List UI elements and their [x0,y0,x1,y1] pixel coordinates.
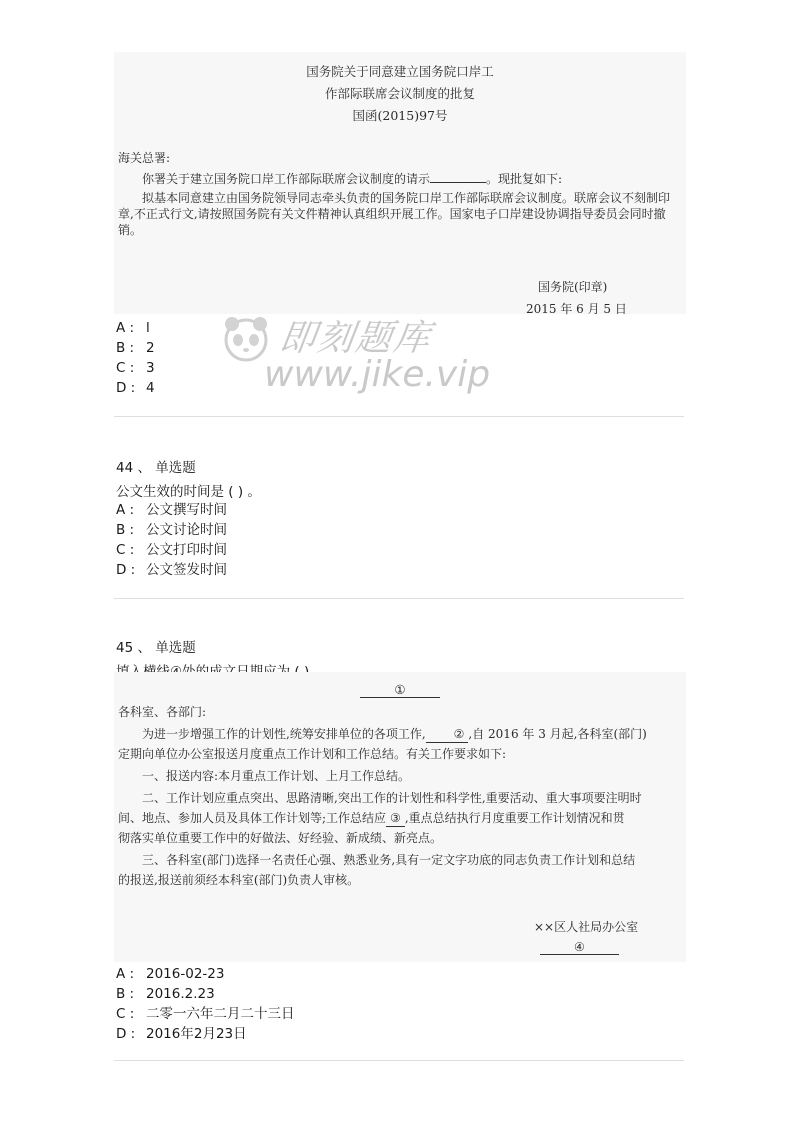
mark-1: ① [360,682,439,698]
q45-option-b[interactable] [116,984,215,1004]
q43-option-b[interactable] [116,338,155,358]
q45-option-a[interactable] [116,964,224,984]
watermark-brand: 即刻题库 [276,318,435,359]
doc-title-line1: 国务院关于同意建立国务院口岸工 [306,64,494,79]
option-key: C : [116,542,135,558]
doc2-para1 [118,726,680,743]
q45-option-d[interactable] [116,1024,247,1044]
doc2-item2-line3: 彻落实单位重要工作中的好做法、好经验、新成绩、新亮点。 [118,831,443,845]
divider [114,1060,684,1061]
q43-option-d[interactable] [116,378,155,398]
option-key: A : [116,966,135,982]
option-key: C : [116,1006,135,1022]
option-key: B : [116,522,135,538]
document-image-approval [114,52,686,314]
option-text: 4 [146,380,155,396]
option-text: 2016-02-23 [146,966,225,982]
mark-2: ② [426,726,469,743]
divider [114,598,684,599]
doc2-signature: ××区人社局办公室 [534,920,639,934]
doc-body-line1 [118,170,680,187]
option-text: 二零一六年二月二十三日 [146,1006,295,1022]
option-key: D : [116,1026,136,1042]
option-key: A : [116,502,135,518]
doc-number: 国函(2015)97号 [352,108,448,123]
q45-option-c[interactable] [116,1004,295,1024]
doc2-salutation: 各科室、各部门: [118,705,207,719]
option-text: 公文撰写时间 [146,502,227,518]
panda-logo-icon [218,312,274,364]
option-key: D : [116,562,136,578]
doc2-item2-end: ,重点总结执行月度重要工作计划情况和贯 [404,811,625,825]
q44-option-c[interactable] [116,540,227,560]
document-image-notice [114,672,686,962]
doc-salutation: 海关总署: [118,151,171,165]
q43-option-c[interactable] [116,358,155,378]
doc-title-line2: 作部际联席会议制度的批复 [324,86,475,101]
q44-option-b[interactable] [116,520,227,540]
doc-signature: 国务院(印章) [538,280,608,294]
doc2-date-blank [540,940,619,955]
q44-option-a[interactable] [116,500,227,520]
q44-stem: 公文生效的时间是 ( ) 。 [116,484,261,500]
option-key: B : [116,986,135,1002]
option-key: B : [116,340,135,356]
doc-body-para2: 拟基本同意建立由国务院领导同志牵头负责的国务院口岸工作部际联席会议制度。联席会议不刻制印章,不正式行文,请按照国务院有关文件精神认真组织开展工作。国家电子口岸建设协调指导委员会同时撤销。 [118,191,671,237]
q44-header: 44 、 单选题 [116,460,196,476]
q43-option-a[interactable] [116,318,150,338]
doc2-item3-line1: 三、各科室(部门)选择一名责任心强、熟悉业务,具有一定文字功底的同志负责工作计划和总结 [142,853,636,867]
watermark-url: www.jike.vip [264,354,491,395]
doc2-item1: 一、报送内容:本月重点工作计划、上月工作总结。 [142,769,411,783]
doc2-para1-text: 为进一步增强工作的计划性,统筹安排单位的各项工作, [142,727,426,741]
option-text: 2016.2.23 [146,986,215,1002]
option-text: 3 [146,360,155,376]
option-text: 公文讨论时间 [146,522,227,538]
doc2-para1-line2: 定期向单位办公室报送月度重点工作计划和工作总结。有关工作要求如下: [118,747,507,761]
doc-blank [430,170,486,183]
option-text: l [146,320,150,336]
option-text: 2016年2月23日 [146,1026,247,1042]
doc2-title-blank [114,682,686,698]
divider [114,416,684,417]
doc2-item2-line2 [118,810,680,827]
q45-header: 45 、 单选题 [116,640,196,656]
doc2-item3-line2: 的报送,报送前须经本科室(部门)负责人审核。 [118,873,360,887]
option-text: 公文打印时间 [146,542,227,558]
option-text: 2 [146,340,155,356]
option-text: 公文签发时间 [146,562,227,578]
doc2-para1-end: ,自 2016 年 3 月起,各科室(部门) [468,727,647,741]
doc-body-line1-end: 。现批复如下: [486,172,563,186]
option-key: A : [116,320,135,336]
mark-3: ③ [386,810,405,827]
doc2-item2-line1: 二、工作计划应重点突出、思路清晰,突出工作的计划性和科学性,重要活动、重大事项要注明时 [142,791,642,805]
option-key: C : [116,360,135,376]
doc2-item2-text: 间、地点、参加人员及具体工作计划等;工作总结应 [118,811,387,825]
doc-body-line1-text: 你署关于建立国务院口岸工作部际联席会议制度的请示 [142,172,431,186]
q44-option-d[interactable] [116,560,227,580]
option-key: D : [116,380,136,396]
mark-4: ④ [540,940,619,955]
doc-date: 2015 年 6 月 5 日 [526,302,627,316]
